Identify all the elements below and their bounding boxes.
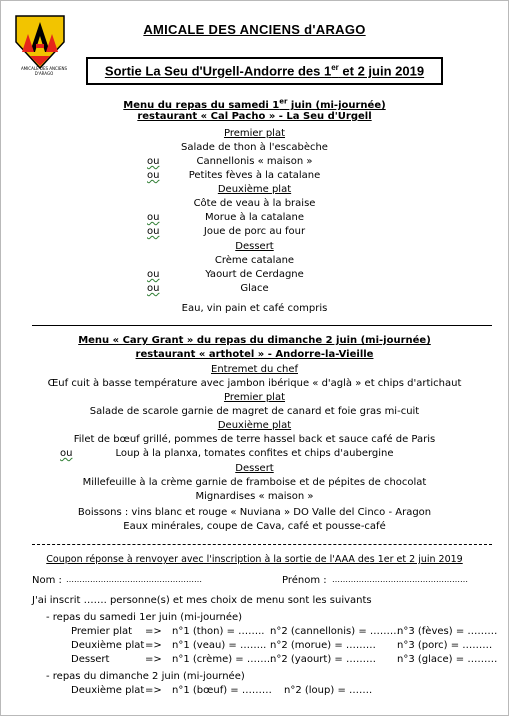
dimanche-heading: - repas du dimanche 2 juin (mi-journée) (46, 671, 245, 682)
ou-label: ou (147, 156, 160, 167)
menu2-drinks: Boissons : vins blanc et rouge « Nuviana » DO Valle del Cinco - Aragon (77, 507, 432, 518)
choice-field[interactable]: n°3 (porc) = ……… (397, 640, 493, 651)
ou-label: ou (147, 283, 160, 294)
menu1-item: Salade de thon à l'escabèche (181, 142, 328, 153)
menu2-item: Millefeuille à la crème garnie de framboise et de pépites de chocolat (82, 477, 427, 488)
choice-field[interactable]: n°2 (cannellonis) = ……… (270, 626, 400, 637)
divider (32, 325, 492, 326)
ou-label: ou (147, 212, 160, 223)
menu2-restaurant: restaurant « arthotel » - Andorre-la-Vieille (135, 349, 374, 360)
menu2-item: Œuf cuit à basse température avec jambon ibérique « d'aglà » et chips d'artichaut (47, 378, 462, 389)
menu1-item: Morue à la catalane (205, 212, 304, 223)
ou-label: ou (60, 448, 73, 459)
logo-caption: AMICALE DES ANCIENS D'ARAGO (20, 66, 68, 76)
choice-field[interactable]: n°1 (veau) = …….. (172, 640, 267, 651)
choice-field[interactable]: n°1 (bœuf) = ……… (172, 685, 272, 696)
choice-field[interactable]: n°2 (loup) = ……. (284, 685, 373, 696)
inscrit-line: J'ai inscrit ……. personne(s) et mes choix de menu sont les suivants (32, 595, 372, 606)
menu2-item: Filet de bœuf grillé, pommes de terre hassel back et sauce café de Paris (73, 434, 436, 445)
arrow: => (145, 640, 162, 651)
row-label: Premier plat (71, 626, 133, 637)
nom-field[interactable]: …………………………………………… (66, 575, 202, 584)
menu2-section-premier: Premier plat (223, 392, 286, 403)
menu1-section-dessert: Dessert (235, 241, 274, 252)
choice-field[interactable]: n°3 (fèves) = ……… (397, 626, 498, 637)
menu2-item: Loup à la planxa, tomates confites et chips d'aubergine (115, 448, 394, 459)
row-label: Dessert (71, 654, 110, 665)
menu1-section-premier: Premier plat (223, 128, 286, 139)
menu1-item: Joue de porc au four (203, 226, 306, 237)
menu2-drinks: Eaux minérales, coupe de Cava, café et pousse-café (123, 521, 386, 532)
menu1-item: Petites fèves à la catalane (188, 170, 321, 181)
menu2-section-dessert: Dessert (235, 463, 274, 474)
row-label: Deuxième plat (71, 685, 145, 696)
arrow: => (145, 685, 162, 696)
prenom-field[interactable]: …………………………………………… (332, 575, 468, 584)
choice-field[interactable]: n°1 (crème) = …….. (172, 654, 274, 665)
cut-line (32, 544, 492, 545)
menu1-item: Crème catalane (214, 255, 295, 266)
menu1-item: Cannellonis « maison » (196, 156, 313, 167)
menu2-section-entremet: Entremet du chef (211, 364, 298, 375)
menu2-item: Mignardises « maison » (195, 491, 314, 502)
choice-field[interactable]: n°3 (glace) = ……… (397, 654, 498, 665)
row-label: Deuxième plat (71, 640, 145, 651)
event-title: Sortie La Seu d'Urgell-Andorre des 1er et 2 juin 2019 (104, 63, 425, 79)
menu2-item: Salade de scarole garnie de magret de canard et foie gras mi-cuit (89, 406, 420, 417)
organization-title: AMICALE DES ANCIENS d'ARAGO (143, 22, 366, 37)
menu1-item: Yaourt de Cerdagne (205, 269, 304, 280)
menu2-title: Menu « Cary Grant » du repas du dimanche 2 juin (mi-journée) (78, 335, 431, 346)
menu1-item: Côte de veau à la braise (193, 198, 316, 209)
ou-label: ou (147, 269, 160, 280)
menu2-section-deuxieme: Deuxième plat (217, 420, 292, 431)
menu1-drinks: Eau, vin pain et café compris (181, 303, 328, 314)
menu1-restaurant: restaurant « Cal Pacho » - La Seu d'Urgell (137, 111, 372, 122)
ou-label: ou (147, 226, 160, 237)
menu1-title: Menu du repas du samedi 1er juin (mi-journée) (123, 98, 386, 112)
ou-label: ou (147, 170, 160, 181)
arrow: => (145, 654, 162, 665)
event-title-box (86, 57, 443, 85)
menu1-item: Glace (240, 283, 269, 294)
samedi-heading: - repas du samedi 1er juin (mi-journée) (46, 612, 243, 623)
choice-field[interactable]: n°2 (morue) = ……… (270, 640, 376, 651)
nom-label: Nom : (32, 575, 62, 586)
menu1-section-deuxieme: Deuxième plat (217, 184, 292, 195)
choice-field[interactable]: n°2 (yaourt) = ……… (270, 654, 376, 665)
choice-field[interactable]: n°1 (thon) = …….. (172, 626, 265, 637)
coupon-title: Coupon réponse à renvoyer avec l'inscription à la sortie de l'AAA des 1er et 2 juin 2019 (46, 554, 463, 565)
prenom-label: Prénom : (282, 575, 327, 586)
arrow: => (145, 626, 162, 637)
